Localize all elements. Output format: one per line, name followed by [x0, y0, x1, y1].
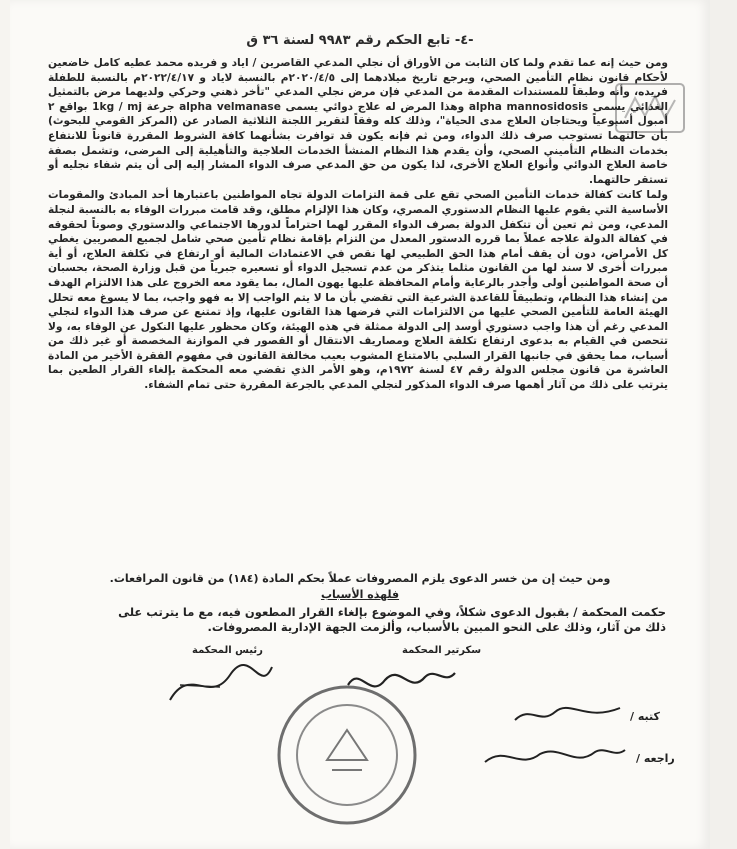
judgment-body — [48, 56, 668, 394]
reviewed-by-signature — [480, 740, 630, 775]
paragraph-1: ومن حيث إنه عما تقدم ولما كان الثابت من الأوراق أن نجلي المدعي القاصرين / اياد و فريده محمد عطيه كامل خاضعين لأحكام قانون نظام التأمين الصحي، ويرجع تاريخ ميلادهما إلى ٢٠٢٠/٤/٥م بالنسبة لاياد و ٢٠٢٢/٤/١٧م بالنسبة للطفلة فريده، وأنه وطبقاً للمستندات المقدمة من المدعي فإن مرض نجلي المدعي "تأخر ذهني وحركي ولديهما مرض بالتمثيل الغذائي يسمى alpha mannosidosis وهذا المرض له علاج دوائي يسمى alpha velmanase جرعة 1kg / mj بواقع ٢ أمبول أسبوعياً ويحتاجان العلاج مدى الحياة"، وذلك كله وفقاً لتقرير اللجنة الثلاثية الصادر عن (المركز القومي للبحوث) بأن حالتهما تستوجب صرف ذلك الدواء، ومن ثم فإنه يكون قد توافرت بشأنهما كافة الشروط المقررة قانوناً للانتفاع بخدمات النظام التأميني الصحي، وأن يقدم هذا النظام المنشأ الخدمات العلاجية والتأهيلية إلى المرضى، وتشمل بصفة خاصة العلاج الدوائي وأنواع العلاج الأخرى، لذا يكون من حق المدعي صرف الدواء المشار إليه إلى أن يتم شفاء نجليه أو تستقر حالتهما. — [48, 57, 668, 186]
president-signature — [160, 655, 280, 710]
court-seal — [272, 680, 422, 830]
written-by-signature — [510, 700, 625, 730]
paragraph-2: ولما كانت كفالة خدمات التأمين الصحي تقع على قمة التزامات الدولة تجاه المواطنين باعتبارها أحد المبادئ والمقومات الأساسية التي يقوم عليها النظام الدستوري المصري، وكان هذا الإلزام مطلق، وقد قامت مبررات الوفاء به بالنسبة لنجلة المدعي، ومن ثم تعين أن تتكفل الدولة بصرف الدواء المقرر لهما احتراماً لدورها الاجتماعي والدستوري وصوناً لحقوقه في كفالة الدولة علاجه عملاً بما قرره الدستور المعدل من التزام بإقامة نظام تأمين صحي شامل لجميع المصريين يغطي كل الأمراض، دون أن يقف أمام هذا الحق الطبيعي لها نقص في الاعتمادات المالية أو ارتفاع في تكلفة العلاج، أو أية مبررات أخرى لا سند لها من القانون مثلما يتذكر من عدم تسجيل الدواء أو تسعيره جبرياً من قبل وزارة الصحة، بحسبان أن صحة المواطنين أولى وأجدر بالرعاية وأمام المحافظة عليها يهون المال، بما يقود معه الخروج على هذا الالتزام الهدف من إنشاء هذا النظام، وتطبيقاً للقاعدة الشرعية التي تقضي بأن ما لا يتم الواجب إلا به فهو واجب، بما لا يسوغ معه تحلل الهيئة العامة للتأمين الصحي عليها من الالتزامات التي فرضها هذا القانون عليها، وإذ تمتنع عن صرف هذا الدواء لنجلي المدعي رغم أن هذا واجب دستوري أوسد إلى الدولة ممثلة في هذه الهيئة، وكان محظور عليها النكول عن الوفاء به، ولا تتحصن في القيام به بدعوى ارتفاع تكلفة العلاج ومصاريف الانتقال أو القصور في الموازنة المخصصة أو غير ذلك من أسباب، مما يحقق في جانبها القرار السلبي بالامتناع المشوب بعيب مخالفة القانون في مفهوم الفقرة الأخير من المادة العاشرة من قانون مجلس الدولة رقم ٤٧ لسنة ١٩٧٢م، وهو الأمر الذي تقضي معه المحكمة بإلغاء القرار الطعين بما يترتب على ذلك من آثار أهمها صرف الدواء المذكور لنجلي المدعي بالجرعة المقررة حتى تمام الشفاء. — [48, 189, 669, 392]
secretary-label: سكرتير المحكمة — [402, 645, 482, 656]
document-page — [10, 0, 710, 849]
verdict-text: حكمت المحكمة / بقبول الدعوى شكلاً، وفي الموضوع بإلغاء القرار المطعون فيه، مع ما يترتب على ذلك من آثار، وذلك على النحو المبين بالأسباب، وألزمت الجهة الإدارية المصروفات. — [118, 605, 666, 634]
judgment-header: -٤- تابع الحكم رقم ٩٩٨٣ لسنة ٣٦ ق — [246, 33, 474, 48]
president-label: رئيس المحكمة — [192, 645, 263, 656]
reviewed-by-label: راجعه / — [636, 752, 675, 765]
reasons-title: فلهذه الأسباب — [320, 588, 400, 601]
page-edge — [0, 0, 10, 849]
costs-line: ومن حيث إن من خسر الدعوى يلزم المصروفات عملاً بحكم المادة (١٨٤) من قانون المرافعات. — [109, 572, 611, 585]
written-by-label: كتبه / — [630, 710, 660, 723]
